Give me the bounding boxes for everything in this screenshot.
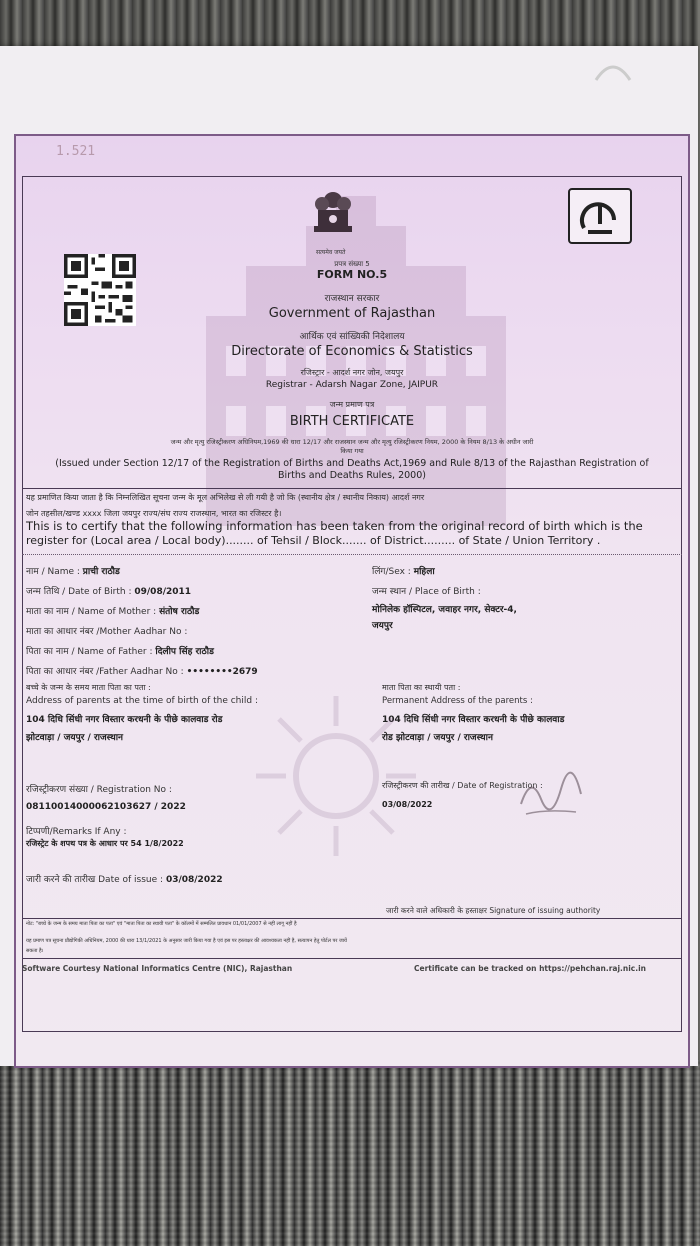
pehchan-logo-icon <box>568 188 632 244</box>
dob-label: जन्म तिथि / Date of Birth : <box>26 587 132 597</box>
mother-value: संतोष राठौड <box>159 607 200 617</box>
footer-divider-2 <box>22 958 682 959</box>
registrar-name: Registrar - Adarsh Nagar Zone, JAIPUR <box>265 380 439 390</box>
father-label: पिता का नाम / Name of Father : <box>26 647 153 657</box>
sex-label: लिंग/Sex : <box>372 567 411 577</box>
sex-field <box>372 564 435 577</box>
issue-date-value: 03/08/2022 <box>165 875 223 885</box>
footer-note-line-1: नोट: "बच्चे के जन्म के समय माता पिता का पता" एवं "माता पिता का स्थायी पता" के कॉलमों में सम्मलित प्रावधान 01/01/2007 से नहीं लागू नहीं है <box>26 921 297 927</box>
software-credit: Software Courtesy National Informatics Centre (NIC), Rajasthan <box>22 964 293 973</box>
dob-value: 09/08/2011 <box>134 587 192 597</box>
corner-code: 1.521 <box>56 144 96 159</box>
address-value-line-1: 104 दिधि सिंधी नगर विस्तार करधनी के पीछे कालवाड रोड <box>26 715 223 725</box>
laminated-sheet <box>0 46 698 1066</box>
directorate-hindi: आर्थिक एवं सांख्यिकी निदेशालय <box>299 332 405 342</box>
certify-hindi-line-1: यह प्रमाणित किया जाता है कि निम्नलिखित सूचना जन्म के मूल अभिलेख से ली गयी है जो कि (स्थानीय क्षेत्र / स्थानीय निकाय) आदर्श नगर <box>26 493 425 502</box>
footer-note-line-3: सकता है। <box>26 948 44 954</box>
tracking-url: Certificate can be tracked on https://pehchan.raj.nic.in <box>414 964 647 973</box>
address-label-hindi: बच्चे के जन्म के समय माता पिता का पता : <box>26 683 151 692</box>
registration-number-value: 08110014000062103627 / 2022 <box>26 802 186 812</box>
remarks-value: रजिस्ट्रेट के शपथ पत्र के आधार पर 54 1/8/2022 <box>26 839 184 848</box>
permanent-address-label-hindi: माता पिता का स्थायी पता : <box>382 683 461 692</box>
father-aadhar-value: ••••••••2679 <box>186 667 258 677</box>
mother-label: माता का नाम / Name of Mother : <box>26 607 157 617</box>
registration-number-label: रजिस्ट्रीकरण संख्या / Registration No : <box>26 785 172 795</box>
footer-note-line-2: यह प्रमाण पत्र सूचना प्रौद्योगिकी अधिनियम, 2000 की धारा 13/1/2021 के अनुसार जारी किया गया है एवं इस पर हस्ताक्षर की आवश्यकता नहीं है, सत्यापन हेतु पोर्टल पर जायें <box>26 938 347 944</box>
pob-label: जन्म स्थान / Place of Birth : <box>372 587 481 597</box>
section-divider <box>22 488 682 489</box>
pob-value-line-1: मोनिलेक हॉस्पिटल, जवाहर नगर, सेक्टर-4, <box>372 605 517 615</box>
emblem-motto: सत्यमेव जयते <box>316 249 346 256</box>
issued-under-hindi: जन्म और मृत्यु रजिस्ट्रीकरण अधिनियम,1969 की धारा 12/17 और राजस्थान जन्म और मृत्यु रजिस्ट्रीकरण नियम, 2000 के नियम 8/13 के अधीन जारी किया गया <box>170 438 534 455</box>
father-aadhar-field <box>26 664 258 677</box>
certify-english-line-1: This is to certify that the following information has been taken from the original record of birth which is the <box>26 519 643 533</box>
mother-field <box>26 604 199 617</box>
name-label: नाम / Name : <box>26 567 80 577</box>
field-divider <box>22 554 682 555</box>
remarks-label: टिप्पणी/Remarks If Any : <box>26 827 127 837</box>
fabric-background-bottom <box>0 1060 700 1246</box>
address-value-line-2: झोटवाड़ा / जयपुर / राजस्थान <box>26 733 124 743</box>
permanent-address-line-2: रोड झोटवाड़ा / जयपुर / राजस्थान <box>382 733 493 743</box>
directorate-title: Directorate of Economics & Statistics <box>231 344 473 359</box>
address-label-english: Address of parents at the time of birth of the child : <box>26 696 258 706</box>
dob-field <box>26 584 191 597</box>
certify-english-line-2: register for (Local area / Local body)........ of Tehsil / Block....... of District......... of State / Union Territory . <box>26 534 601 547</box>
certificate-title: BIRTH CERTIFICATE <box>289 414 415 429</box>
issue-date-field <box>26 872 223 885</box>
registrar-hindi: रजिस्ट्रार - आदर्श नगर जोन, जयपुर <box>300 368 404 377</box>
government-hindi: राजस्थान सरकार <box>324 294 380 304</box>
certify-hindi-line-2: जोन तहसील/खण्ड xxxx जिला जयपुर राज्य/संघ राज्य राजस्थान, भारत का रजिस्टर है। <box>26 509 282 518</box>
signature-label: जारी करने वाले अधिकारी के हस्ताक्षर Signature of issuing authority <box>386 906 601 915</box>
government-title: Government of Rajasthan <box>268 306 436 321</box>
issued-under-english: (Issued under Section 12/17 of the Registration of Births and Deaths Act,1969 and Rule 8/13 of the Rajasthan Registration of Births and Deaths Rules, 2000) <box>55 458 649 481</box>
fold-mark-icon <box>590 50 636 90</box>
sun-watermark-icon <box>236 676 436 876</box>
footer-divider <box>22 918 682 919</box>
name-value: प्राची राठौड <box>82 567 120 577</box>
father-value: दिलीप सिंह राठौड <box>155 647 214 657</box>
permanent-address-line-1: 104 दिधि सिंधी नगर विस्तार करधनी के पीछे कालवाड <box>382 715 565 725</box>
title-hindi: जन्म प्रमाण पत्र <box>329 400 375 409</box>
father-field <box>26 644 214 657</box>
form-number: FORM NO.5 <box>316 268 388 281</box>
sex-value: महिला <box>413 567 435 577</box>
form-label-hindi: प्रपत्र संख्या 5 <box>334 260 370 268</box>
registration-date-value: 03/08/2022 <box>382 800 433 809</box>
registration-date-label: रजिस्ट्रीकरण की तारीख / Date of Registration : <box>382 781 543 790</box>
mother-aadhar-label: माता का आधार नंबर /Mother Aadhar No : <box>26 627 188 637</box>
permanent-address-label-english: Permanent Address of the parents : <box>382 696 533 706</box>
father-aadhar-label: पिता का आधार नंबर /Father Aadhar No : <box>26 667 184 677</box>
signature-stamp-icon <box>516 764 586 824</box>
pob-value-line-2: जयपुर <box>372 621 393 631</box>
birth-certificate <box>14 134 690 1068</box>
name-field <box>26 564 120 577</box>
national-emblem-icon <box>308 186 358 250</box>
issue-date-label: जारी करने की तारीख Date of issue : <box>26 875 164 885</box>
